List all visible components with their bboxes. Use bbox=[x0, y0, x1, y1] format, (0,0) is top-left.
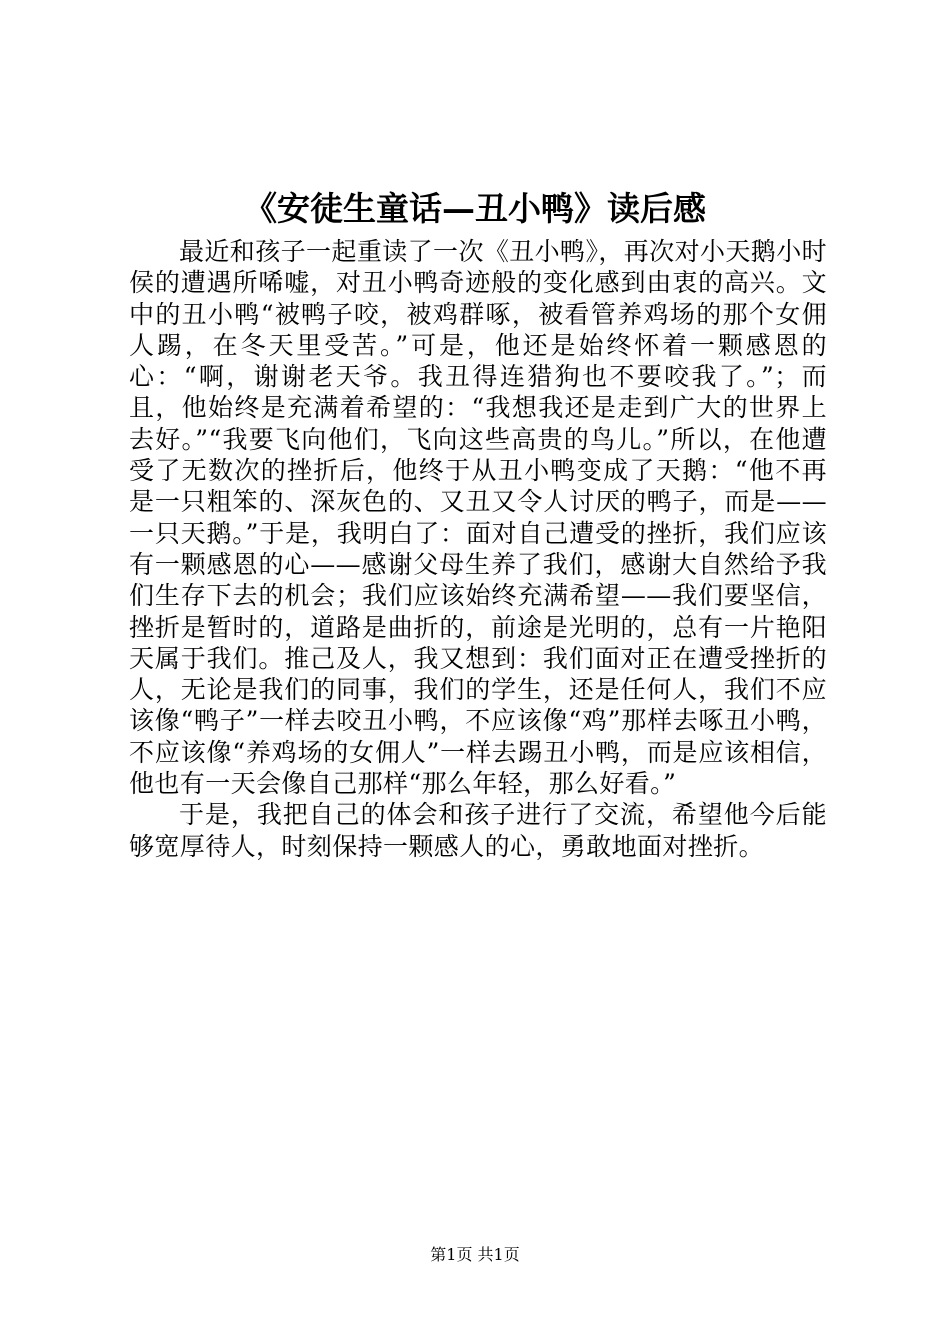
page-footer: 第1页 共1页 bbox=[430, 1245, 520, 1264]
document-body bbox=[129, 236, 827, 862]
document-title: 《安徒生童话—丑小鸭》读后感 bbox=[244, 189, 706, 228]
paragraph: 于是，我把自己的体会和孩子进行了交流，希望他今后能够宽厚待人，时刻保持一颗感人的心，勇敢地面对挫折。 bbox=[129, 800, 827, 861]
paragraph: 最近和孩子一起重读了一次《丑小鸭》，再次对小天鹅小时侯的遭遇所唏嘘，对丑小鸭奇迹般的变化感到由衷的高兴。文中的丑小鸭“被鸭子咬，被鸡群啄，被看管养鸡场的那个女佣人踢，在冬天里受苦。”可是，他还是始终怀着一颗感恩的心：“啊，谢谢老天爷。我丑得连猎狗也不要咬我了。”；而且，他始终是充满着希望的：“我想我还是走到广大的世界上去好。”“我要飞向他们，飞向这些高贵的鸟儿。”所以，在他遭受了无数次的挫折后，他终于从丑小鸭变成了天鹅：“他不再是一只粗笨的、深灰色的、又丑又令人讨厌的鸭子，而是——一只天鹅。”于是，我明白了：面对自己遭受的挫折，我们应该有一颗感恩的心——感谢父母生养了我们，感谢大自然给予我们生存下去的机会；我们应该始终充满希望——我们要坚信，挫折是暂时的，道路是曲折的，前途是光明的，总有一片艳阳天属于我们。推己及人，我又想到：我们面对正在遭受挫折的人，无论是我们的同事，我们的学生，还是任何人，我们不应该像“鸭子”一样去咬丑小鸭，不应该像“鸡”那样去啄丑小鸭，不应该像“养鸡场的女佣人”一样去踢丑小鸭，而是应该相信，他也有一天会像自己那样“那么年轻，那么好看。” bbox=[129, 237, 827, 799]
